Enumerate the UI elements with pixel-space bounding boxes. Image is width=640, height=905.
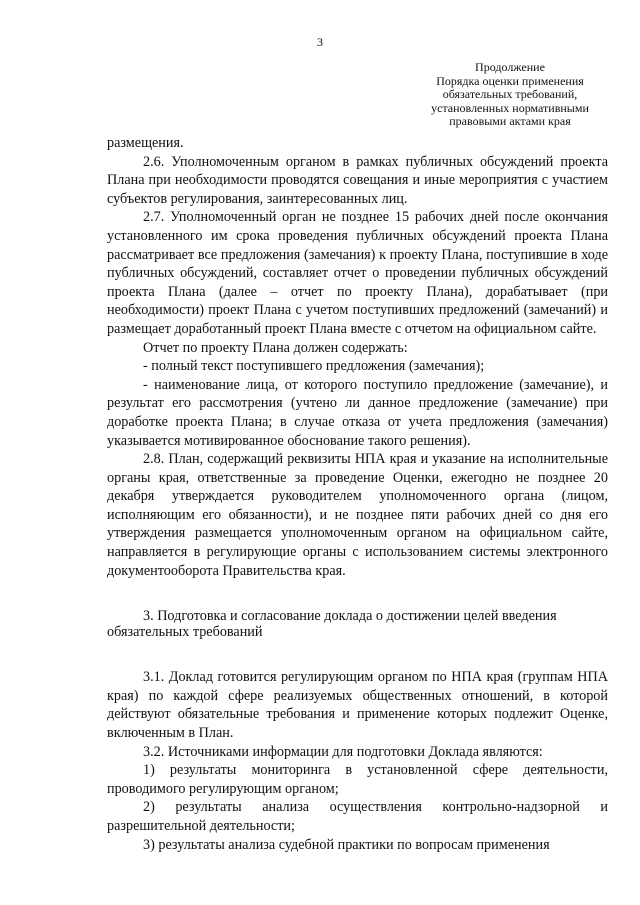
paragraph: 2) результаты анализа осуществления контрольно-надзорной и разрешительной деятельности; [107, 799, 608, 834]
header-line: обязательных требований, [442, 87, 578, 102]
header-block [412, 61, 608, 129]
paragraph: 2.6. Уполномоченным органом в рамках публичных обсуждений проекта Плана при необходимости проводятся совещания и иные мероприятия с участием субъектов регулирования, заинтересованных лиц. [107, 153, 608, 207]
section-heading: 3. Подготовка и согласование доклада о достижении целей введения обязательных требований [107, 608, 557, 641]
paragraph: 3.2. Источниками информации для подготовки Доклада являются: [143, 743, 543, 760]
paragraph: - наименование лица, от которого поступило предложение (замечание), и результат его рассмотрения (учтено ли данное предложение (замечание) при доработке проекта Плана; в случае отказа от учета предложения (замечания) указывается мотивированное обоснование такого решения). [107, 376, 608, 449]
header-line: установленных нормативными [431, 100, 589, 115]
header-line: Порядка оценки применения [436, 73, 584, 88]
paragraph: 2.7. Уполномоченный орган не позднее 15 рабочих дней после окончания установленного им срока проведения публичных обсуждений проекта Плана рассматривает все предложения (замечания) к проекту Плана, поступившие в ходе публичных обсуждений, составляет отчет о проведении публичных обсуждений проекта Плана (далее – отчет по проекту Плана), дорабатывает (при необходимости) проект Плана с учетом поступивших предложений (замечаний) и размещает доработанный проект Плана вместе с отчетом на официальном сайте. [107, 209, 608, 337]
paragraph: 2.8. План, содержащий реквизиты НПА края и указание на исполнительные органы края, ответственные за проведение Оценки, ежегодно не позднее 20 декабря утверждается руководителем уполномоченного органа (лицом, исполняющим его обязанности), и не позднее пяти рабочих дней со дня его утверждения размещается уполномоченным органом на официальном сайте, направляется в регулирующие органы с использованием системы электронного документооборота Правительства края. [107, 451, 608, 579]
paragraph: 1) результаты мониторинга в установленной сфере деятельности, проводимого регулирующим органом; [107, 762, 608, 797]
paragraph: Отчет по проекту Плана должен содержать: [143, 339, 408, 356]
header-line: Продолжение [475, 60, 545, 74]
paragraph: 3.1. Доклад готовится регулирующим органом по НПА края (группам НПА края) по каждой сфере реализуемых общественных отношений, в которой действуют обязательные требования и применение которых подлежит Оценке, включенным в План. [107, 669, 608, 742]
document-body [107, 134, 608, 854]
paragraph: размещения. [107, 135, 184, 151]
paragraph: - полный текст поступившего предложения (замечания); [143, 358, 485, 375]
page-number: 3 [317, 35, 323, 49]
header-line: правовыми актами края [449, 114, 571, 129]
paragraph: 3) результаты анализа судебной практики по вопросам применения [143, 836, 550, 853]
